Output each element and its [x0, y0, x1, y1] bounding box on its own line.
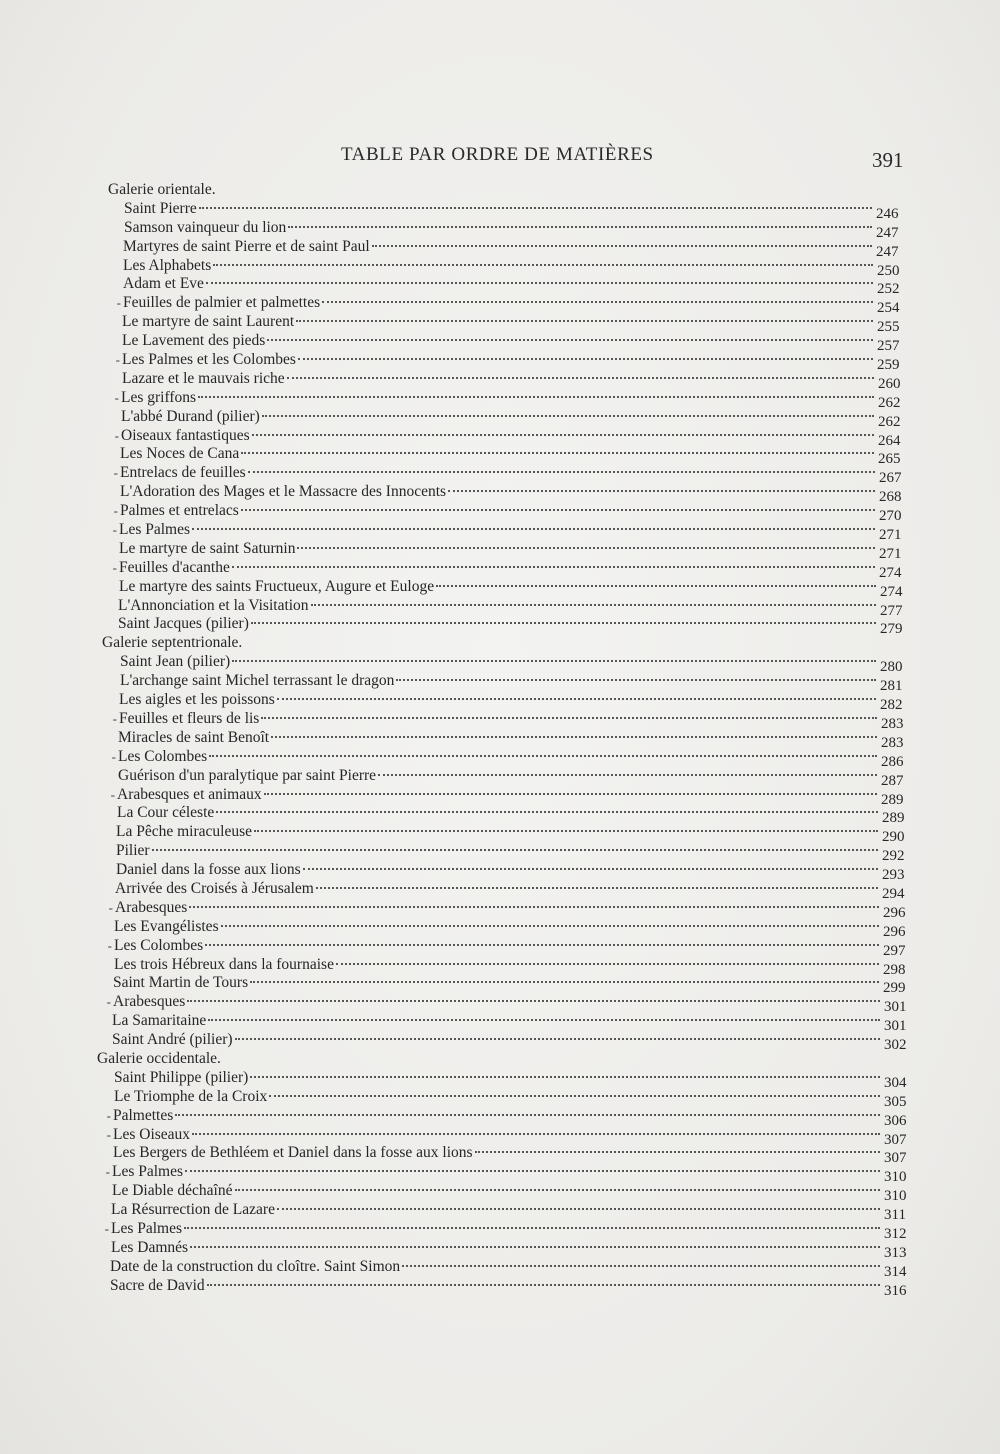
entry-title: Le Lavement des pieds — [122, 332, 266, 350]
toc-entry — [0, 1257, 920, 1280]
dot-leader — [221, 925, 879, 927]
dot-leader — [378, 774, 877, 776]
dot-leader — [192, 1133, 880, 1135]
dot-leader — [303, 868, 878, 870]
entry-title: Les Noces de Cana — [120, 445, 240, 463]
toc-entry — [0, 577, 916, 600]
entry-title: L'abbé Durand (pilier) — [121, 407, 260, 425]
entry-title: Feuilles d'acanthe — [119, 558, 230, 576]
entry-page-number: 307 — [884, 1150, 907, 1167]
entry-title: Les aigles et les poissons — [119, 691, 275, 709]
dot-leader — [475, 1151, 880, 1153]
entry-mark: - — [114, 427, 119, 443]
entry-page-number: 297 — [883, 942, 906, 959]
entry-page-number: 259 — [877, 357, 900, 374]
toc-entry — [0, 974, 919, 997]
toc-entry — [0, 199, 912, 222]
entry-page-number: 271 — [879, 527, 902, 544]
entry-title: Les Evangélistes — [114, 917, 219, 935]
entry-page-number: 286 — [881, 753, 904, 770]
entry-title: Adam et Eve — [123, 275, 204, 293]
entry-title: Les trois Hébreux dans la fournaise — [114, 955, 334, 973]
entry-page-number: 307 — [884, 1131, 907, 1148]
dot-leader — [448, 490, 875, 492]
toc-entry — [0, 445, 914, 468]
entry-mark: - — [106, 994, 111, 1010]
dot-leader — [262, 415, 874, 417]
entry-title: Daniel dans la fosse aux lions — [116, 861, 301, 879]
dot-leader — [208, 1019, 880, 1021]
entry-page-number: 301 — [884, 1018, 907, 1035]
entry-page-number: 306 — [884, 1112, 907, 1129]
entry-page-number: 282 — [880, 697, 903, 714]
dot-leader — [287, 377, 874, 379]
entry-page-number: 294 — [882, 885, 905, 902]
entry-title: Les Palmes — [112, 1163, 184, 1181]
entry-title: La Résurrection de Lazare — [111, 1201, 275, 1219]
dot-leader — [336, 963, 879, 965]
entry-mark: - — [104, 1220, 109, 1236]
dot-leader — [209, 755, 877, 757]
toc-entry — [0, 1068, 920, 1091]
dot-leader — [205, 944, 879, 946]
entry-mark: - — [114, 389, 119, 405]
entry-title: Les Damnés — [111, 1238, 189, 1256]
entry-page-number: 305 — [884, 1093, 907, 1110]
entry-mark: - — [112, 710, 117, 726]
entry-page-number: 283 — [881, 734, 904, 751]
entry-page-number: 302 — [884, 1037, 907, 1054]
entry-title: Saint Philippe (pilier) — [114, 1068, 249, 1086]
entry-page-number: 277 — [880, 602, 903, 619]
entry-page-number: 247 — [876, 243, 899, 260]
entry-mark: - — [113, 465, 118, 481]
dot-leader — [311, 604, 876, 606]
toc-entry — [0, 1087, 920, 1110]
entry-page-number: 255 — [877, 319, 900, 336]
toc-entry — [0, 1276, 920, 1299]
entry-page-number: 281 — [880, 678, 903, 695]
entry-page-number: 296 — [883, 904, 906, 921]
dot-leader — [252, 434, 874, 436]
toc-entry — [0, 936, 919, 959]
entry-title: Les Colombes — [118, 747, 208, 765]
dot-leader — [235, 1038, 880, 1040]
toc-entry — [0, 218, 912, 241]
dot-leader — [436, 585, 876, 587]
entry-page-number: 290 — [882, 829, 905, 846]
section-heading: Galerie occidentale. — [97, 1049, 221, 1067]
entry-page-number: 289 — [882, 810, 905, 827]
entry-title: Entrelacs de feuilles — [120, 464, 246, 482]
entry-title: Le Diable déchaîné — [112, 1182, 233, 1200]
dot-leader — [250, 1076, 880, 1078]
dot-leader — [269, 1095, 880, 1097]
entry-page-number: 250 — [877, 262, 900, 279]
entry-page-number: 312 — [884, 1225, 907, 1242]
dot-leader — [152, 849, 878, 851]
entry-mark: - — [116, 295, 121, 311]
dot-leader — [199, 207, 872, 209]
toc-entry — [0, 955, 919, 978]
entry-page-number: 279 — [880, 621, 903, 638]
toc-entry — [0, 917, 919, 940]
toc-entry — [0, 709, 917, 732]
entry-title: Martyres de saint Pierre et de saint Paul — [123, 237, 370, 255]
entry-title: Arabesques — [115, 898, 188, 916]
entry-title: Date de la construction du cloître. Saint Simon — [110, 1257, 401, 1275]
entry-title: Saint Jean (pilier) — [120, 653, 231, 671]
dot-leader — [297, 547, 875, 549]
dot-leader — [251, 622, 876, 624]
dot-leader — [264, 793, 877, 795]
entry-page-number: 252 — [877, 281, 900, 298]
dot-leader — [192, 528, 875, 530]
entry-title: Sacre de David — [110, 1276, 205, 1294]
toc-entry — [0, 747, 917, 770]
entry-title: Arabesques — [113, 993, 186, 1011]
entry-page-number: 268 — [879, 489, 902, 506]
entry-mark: - — [113, 503, 118, 519]
toc-entry — [0, 728, 917, 751]
entry-title: Les Palmes — [111, 1219, 183, 1237]
toc-entry — [0, 766, 917, 789]
entry-mark: - — [107, 937, 112, 953]
entry-page-number: 254 — [877, 300, 900, 317]
toc-entry — [0, 483, 915, 506]
entry-mark: - — [105, 1164, 110, 1180]
entry-page-number: 314 — [884, 1263, 907, 1280]
toc-entry — [0, 804, 918, 827]
table-of-contents — [0, 181, 1000, 1299]
dot-leader — [296, 320, 873, 322]
entry-page-number: 264 — [878, 432, 901, 449]
entry-title: Samson vainqueur du lion — [124, 218, 287, 236]
dot-leader — [175, 1114, 880, 1116]
entry-title: La Samaritaine — [112, 1012, 207, 1030]
page-number: 391 — [872, 148, 904, 172]
toc-entry — [0, 672, 916, 695]
toc-entry — [0, 256, 913, 279]
entry-title: Les Palmes et les Colombes — [122, 351, 296, 369]
toc-entry — [0, 558, 915, 581]
entry-title: Lazare et le mauvais riche — [122, 369, 285, 387]
dot-leader — [267, 339, 873, 341]
entry-title: Saint André (pilier) — [112, 1031, 233, 1049]
entry-mark: - — [115, 352, 120, 368]
toc-entry — [0, 1125, 920, 1148]
entry-title: Miracles de saint Benoît — [118, 728, 270, 746]
toc-entry — [0, 1238, 920, 1261]
entry-page-number: 274 — [879, 564, 902, 581]
entry-mark: - — [106, 1107, 111, 1123]
dot-leader — [213, 264, 873, 266]
entry-mark: - — [111, 748, 116, 764]
entry-page-number: 270 — [879, 508, 902, 525]
toc-entry — [0, 1182, 920, 1205]
entry-title: Saint Pierre — [124, 199, 197, 217]
entry-page-number: 280 — [880, 659, 903, 676]
entry-mark: - — [112, 522, 117, 538]
entry-mark: - — [112, 559, 117, 575]
toc-entry — [0, 502, 915, 525]
page-header — [0, 144, 1000, 174]
dot-leader — [232, 566, 875, 568]
toc-entry — [0, 615, 916, 638]
dot-leader — [402, 1265, 880, 1267]
running-title: TABLE PAR ORDRE DE MATIÈRES — [341, 144, 654, 165]
section-heading: Galerie orientale. — [108, 181, 216, 198]
entry-title: L'Adoration des Mages et le Massacre des Innocents — [120, 483, 447, 501]
dot-leader — [207, 1284, 880, 1286]
toc-entry — [0, 993, 920, 1016]
dot-leader — [396, 679, 876, 681]
toc-entry — [0, 1144, 920, 1167]
entry-title: Palmes et entrelacs — [120, 502, 239, 520]
entry-title: Oiseaux fantastiques — [121, 426, 250, 444]
entry-title: Saint Martin de Tours — [113, 974, 249, 992]
toc-entry — [0, 539, 915, 562]
dot-leader — [271, 736, 877, 738]
toc-entry — [0, 653, 916, 676]
entry-page-number: 262 — [878, 413, 901, 430]
entry-page-number: 283 — [881, 715, 904, 732]
toc-entry — [0, 898, 919, 921]
dot-leader — [235, 1189, 881, 1191]
toc-entry — [0, 1106, 920, 1129]
entry-page-number: 247 — [876, 224, 899, 241]
entry-title: Guérison d'un paralytique par saint Pierre — [118, 766, 377, 784]
entry-title: La Cour céleste — [117, 804, 215, 822]
entry-title: Palmettes — [113, 1106, 174, 1124]
toc-entry — [0, 369, 914, 392]
toc-entry — [0, 691, 916, 714]
dot-leader — [277, 1208, 880, 1210]
dot-leader — [316, 887, 878, 889]
entry-title: Arabesques et animaux — [117, 785, 262, 803]
toc-entry — [0, 388, 914, 411]
toc-entry — [0, 521, 915, 544]
dot-leader — [277, 698, 876, 700]
dot-leader — [185, 1170, 880, 1172]
toc-entry — [0, 1201, 920, 1224]
toc-entry — [0, 1163, 920, 1186]
entry-title: Les Oiseaux — [113, 1125, 191, 1143]
toc-entry — [0, 1219, 920, 1242]
entry-page-number: 298 — [883, 961, 906, 978]
entry-title: Arrivée des Croisés à Jérusalem — [115, 879, 314, 897]
entry-mark: - — [106, 1126, 111, 1142]
dot-leader — [198, 396, 874, 398]
toc-entry — [0, 842, 918, 865]
toc-entry — [0, 237, 912, 260]
entry-title: Le Triomphe de la Croix — [114, 1087, 268, 1105]
section-heading: Galerie septentrionale. — [102, 634, 243, 652]
dot-leader — [241, 509, 875, 511]
dot-leader — [372, 245, 872, 247]
toc-entry — [0, 332, 913, 355]
toc-entry — [0, 464, 915, 487]
entry-title: L'archange saint Michel terrassant le dragon — [120, 672, 395, 690]
dot-leader — [187, 1000, 880, 1002]
dot-leader — [261, 717, 877, 719]
entry-mark: - — [108, 899, 113, 915]
entry-page-number: 296 — [883, 923, 906, 940]
toc-entry — [0, 426, 914, 449]
entry-page-number: 246 — [876, 205, 899, 222]
entry-title: Les Alphabets — [123, 256, 212, 274]
toc-entry — [0, 407, 914, 430]
entry-title: Feuilles de palmier et palmettes — [123, 294, 321, 312]
entry-page-number: 274 — [880, 583, 903, 600]
dot-leader — [322, 301, 873, 303]
entry-page-number: 310 — [884, 1188, 907, 1205]
dot-leader — [248, 471, 875, 473]
entry-page-number: 265 — [878, 451, 901, 468]
toc-entry — [0, 351, 913, 374]
entry-page-number: 260 — [878, 375, 901, 392]
dot-leader — [254, 830, 878, 832]
entry-title: Les Bergers de Bethléem et Daniel dans la fosse aux lions — [113, 1144, 473, 1162]
toc-entry — [0, 1031, 920, 1054]
entry-title: L'Annonciation et la Visitation — [118, 596, 309, 614]
entry-page-number: 289 — [881, 791, 904, 808]
entry-page-number: 271 — [879, 545, 902, 562]
dot-leader — [232, 660, 876, 662]
dot-leader — [241, 452, 874, 454]
dot-leader — [189, 906, 879, 908]
toc-entry — [0, 785, 917, 808]
toc-entry — [0, 879, 918, 902]
entry-page-number: 316 — [884, 1282, 907, 1299]
entry-title: Feuilles et fleurs de lis — [119, 709, 260, 727]
entry-title: La Pêche miraculeuse — [116, 823, 252, 841]
dot-leader — [184, 1227, 880, 1229]
dot-leader — [190, 1246, 880, 1248]
entry-page-number: 293 — [882, 867, 905, 884]
entry-mark: - — [110, 786, 115, 802]
toc-entry — [0, 861, 918, 884]
entry-page-number: 267 — [879, 470, 902, 487]
toc-entry — [0, 275, 913, 298]
entry-page-number: 313 — [884, 1244, 907, 1261]
entry-page-number: 292 — [882, 848, 905, 865]
dot-leader — [298, 358, 873, 360]
entry-page-number: 310 — [884, 1169, 907, 1186]
entry-title: Les Colombes — [114, 936, 204, 954]
entry-title: Le martyre de saint Laurent — [122, 313, 295, 331]
toc-entry — [0, 596, 916, 619]
entry-page-number: 304 — [884, 1074, 907, 1091]
toc-entry — [0, 294, 913, 317]
dot-leader — [250, 981, 879, 983]
dot-leader — [206, 282, 873, 284]
entry-title: Saint Jacques (pilier) — [118, 615, 249, 633]
dot-leader — [288, 226, 872, 228]
entry-page-number: 287 — [881, 772, 904, 789]
entry-title: Le martyre des saints Fructueux, Augure et Euloge — [119, 577, 435, 595]
entry-page-number: 301 — [884, 999, 907, 1016]
entry-title: Pilier — [116, 842, 150, 860]
toc-entry — [0, 313, 913, 336]
entry-page-number: 262 — [878, 394, 901, 411]
entry-title: Le martyre de saint Saturnin — [119, 539, 296, 557]
entry-page-number: 257 — [877, 338, 900, 355]
dot-leader — [216, 811, 878, 813]
entry-page-number: 311 — [884, 1207, 906, 1224]
toc-entry — [0, 823, 918, 846]
entry-title: Les griffons — [121, 388, 197, 406]
entry-title: Les Palmes — [119, 521, 191, 539]
entry-page-number: 299 — [883, 980, 906, 997]
toc-entry — [0, 1012, 920, 1035]
